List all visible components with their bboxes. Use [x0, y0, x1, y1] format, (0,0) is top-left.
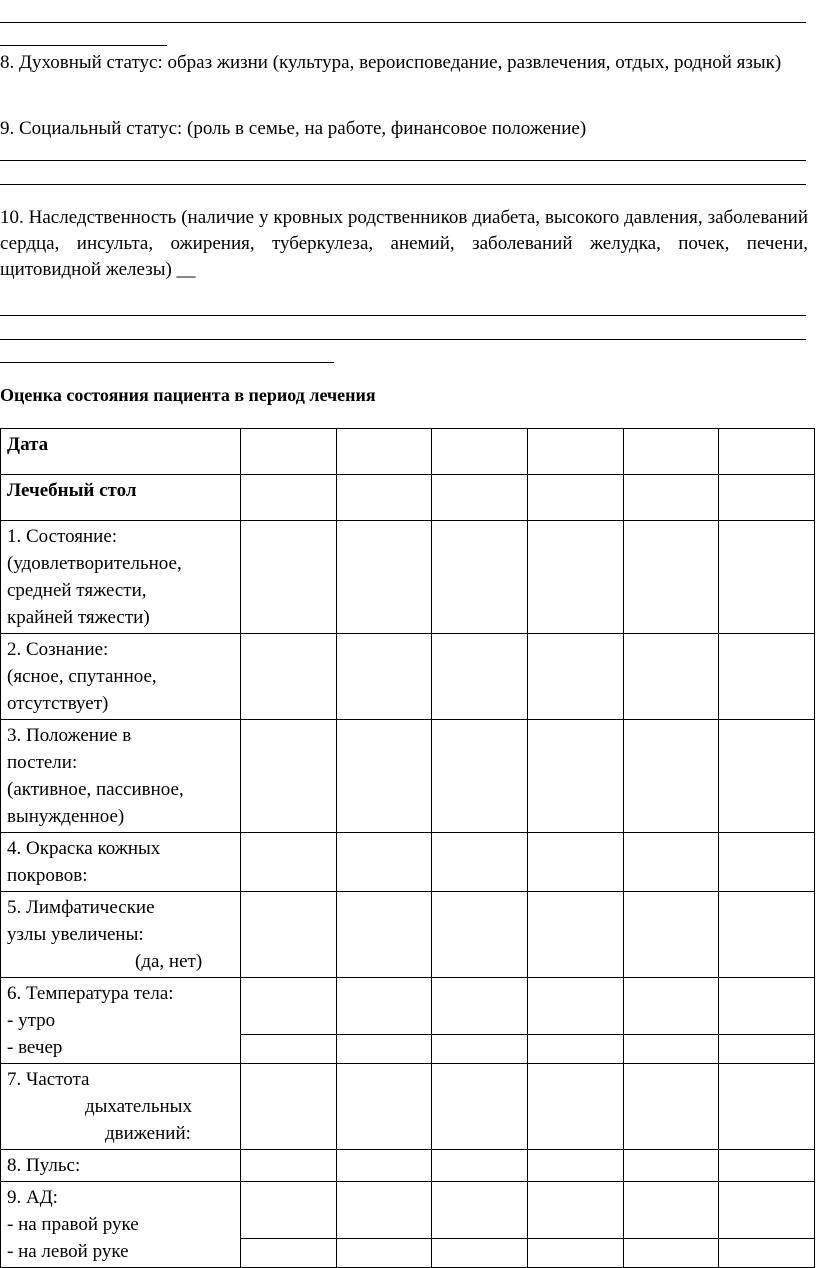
blank-line — [0, 22, 806, 23]
data-cell[interactable] — [432, 892, 528, 978]
data-cell[interactable] — [623, 1064, 719, 1150]
table-title: Оценка состояния пациента в период лечения — [0, 385, 376, 405]
data-cell[interactable] — [336, 521, 432, 634]
blank-line — [0, 184, 806, 185]
row-label-date: Дата — [1, 429, 241, 475]
row-label-condition: 1. Состояние: (удовлетворительное, средней тяжести, крайней тяжести) — [1, 521, 241, 634]
date-cell[interactable] — [241, 429, 337, 475]
date-cell[interactable] — [719, 429, 815, 475]
table-row — [1, 429, 815, 475]
data-cell[interactable] — [623, 475, 719, 521]
table-row — [1, 720, 815, 833]
blank-line — [0, 160, 806, 161]
data-cell[interactable] — [432, 634, 528, 720]
row-label-lymph-nodes: 5. Лимфатические узлы увеличены: (да, нет) — [1, 892, 241, 978]
data-cell[interactable] — [432, 1034, 528, 1063]
data-cell[interactable] — [527, 1034, 623, 1063]
data-cell[interactable] — [241, 1182, 337, 1239]
date-cell[interactable] — [336, 429, 432, 475]
data-cell[interactable] — [527, 634, 623, 720]
data-cell[interactable] — [241, 1150, 337, 1182]
data-cell[interactable] — [623, 521, 719, 634]
data-cell[interactable] — [336, 634, 432, 720]
data-cell[interactable] — [719, 475, 815, 521]
row-label-bed-position: 3. Положение в постели: (активное, пассивное, вынужденное) — [1, 720, 241, 833]
data-cell[interactable] — [719, 634, 815, 720]
section-8-spiritual-status: 8. Духовный статус: образ жизни (культура, вероисповедание, развлечения, отдых, родной язык) — [0, 52, 782, 73]
data-cell[interactable] — [432, 1182, 528, 1239]
data-cell[interactable] — [719, 978, 815, 1035]
data-cell[interactable] — [336, 892, 432, 978]
blank-line — [0, 339, 806, 340]
data-cell[interactable] — [623, 1182, 719, 1239]
date-cell[interactable] — [432, 429, 528, 475]
data-cell[interactable] — [241, 1064, 337, 1150]
table-row — [1, 833, 815, 892]
table-row — [1, 1064, 815, 1150]
data-cell[interactable] — [336, 833, 432, 892]
data-cell[interactable] — [336, 475, 432, 521]
section-9-social-status: 9. Социальный статус: (роль в семье, на работе, финансовое положение) — [0, 118, 587, 139]
data-cell[interactable] — [241, 892, 337, 978]
row-label-pulse: 8. Пульс: — [1, 1150, 241, 1182]
row-label-diet: Лечебный стол — [1, 475, 241, 521]
data-cell[interactable] — [623, 1150, 719, 1182]
row-label-skin-color: 4. Окраска кожных покровов: — [1, 833, 241, 892]
data-cell[interactable] — [432, 475, 528, 521]
row-label-respiratory-rate: 7. Частота дыхательных движений: — [1, 1064, 241, 1150]
data-cell[interactable] — [527, 720, 623, 833]
table-row — [1, 978, 815, 1035]
data-cell[interactable] — [527, 521, 623, 634]
data-cell[interactable] — [527, 833, 623, 892]
data-cell[interactable] — [432, 1150, 528, 1182]
blank-line — [0, 362, 334, 363]
data-cell[interactable] — [241, 1034, 337, 1063]
row-label-temperature: 6. Температура тела: - утро - вечер — [1, 978, 241, 1064]
data-cell[interactable] — [719, 1064, 815, 1150]
data-cell[interactable] — [241, 634, 337, 720]
data-cell[interactable] — [623, 833, 719, 892]
data-cell[interactable] — [527, 1182, 623, 1239]
data-cell[interactable] — [241, 833, 337, 892]
data-cell[interactable] — [432, 978, 528, 1035]
data-cell[interactable] — [623, 634, 719, 720]
table-row — [1, 475, 815, 521]
data-cell[interactable] — [527, 475, 623, 521]
assessment-table — [0, 428, 815, 1268]
data-cell[interactable] — [336, 1064, 432, 1150]
data-cell[interactable] — [336, 1182, 432, 1239]
data-cell[interactable] — [527, 892, 623, 978]
data-cell[interactable] — [719, 892, 815, 978]
row-label-blood-pressure: 9. АД: - на правой руке - на левой руке — [1, 1182, 241, 1268]
data-cell[interactable] — [719, 1150, 815, 1182]
row-label-consciousness: 2. Сознание: (ясное, спутанное, отсутствует) — [1, 634, 241, 720]
data-cell[interactable] — [719, 833, 815, 892]
data-cell[interactable] — [527, 1064, 623, 1150]
data-cell[interactable] — [527, 978, 623, 1035]
data-cell[interactable] — [623, 1034, 719, 1063]
blank-line — [0, 315, 806, 316]
data-cell[interactable] — [336, 1150, 432, 1182]
data-cell[interactable] — [623, 978, 719, 1035]
table-row — [1, 634, 815, 720]
data-cell[interactable] — [623, 892, 719, 978]
section-10-heredity: 10. Наследственность (наличие у кровных родственников диабета, высокого давления, заболеваний сердца, инсульта, ожирения, туберкулеза, анемий, заболеваний желудка, почек, печени, щитовидной железы) __ — [0, 207, 808, 280]
data-cell[interactable] — [241, 521, 337, 634]
table-row — [1, 892, 815, 978]
data-cell[interactable] — [241, 720, 337, 833]
data-cell[interactable] — [336, 1034, 432, 1063]
blank-line — [0, 45, 167, 46]
table-row — [1, 521, 815, 634]
date-cell[interactable] — [527, 429, 623, 475]
data-cell[interactable] — [432, 720, 528, 833]
data-cell[interactable] — [241, 978, 337, 1035]
data-cell[interactable] — [719, 1034, 815, 1063]
table-row — [1, 1182, 815, 1239]
data-cell[interactable] — [432, 1064, 528, 1150]
data-cell[interactable] — [432, 833, 528, 892]
data-cell[interactable] — [336, 720, 432, 833]
data-cell[interactable] — [527, 1150, 623, 1182]
data-cell[interactable] — [432, 521, 528, 634]
data-cell[interactable] — [241, 475, 337, 521]
data-cell[interactable] — [719, 521, 815, 634]
data-cell[interactable] — [719, 1182, 815, 1239]
table-row — [1, 1150, 815, 1182]
data-cell[interactable] — [623, 720, 719, 833]
date-cell[interactable] — [623, 429, 719, 475]
data-cell[interactable] — [336, 978, 432, 1035]
data-cell[interactable] — [719, 720, 815, 833]
